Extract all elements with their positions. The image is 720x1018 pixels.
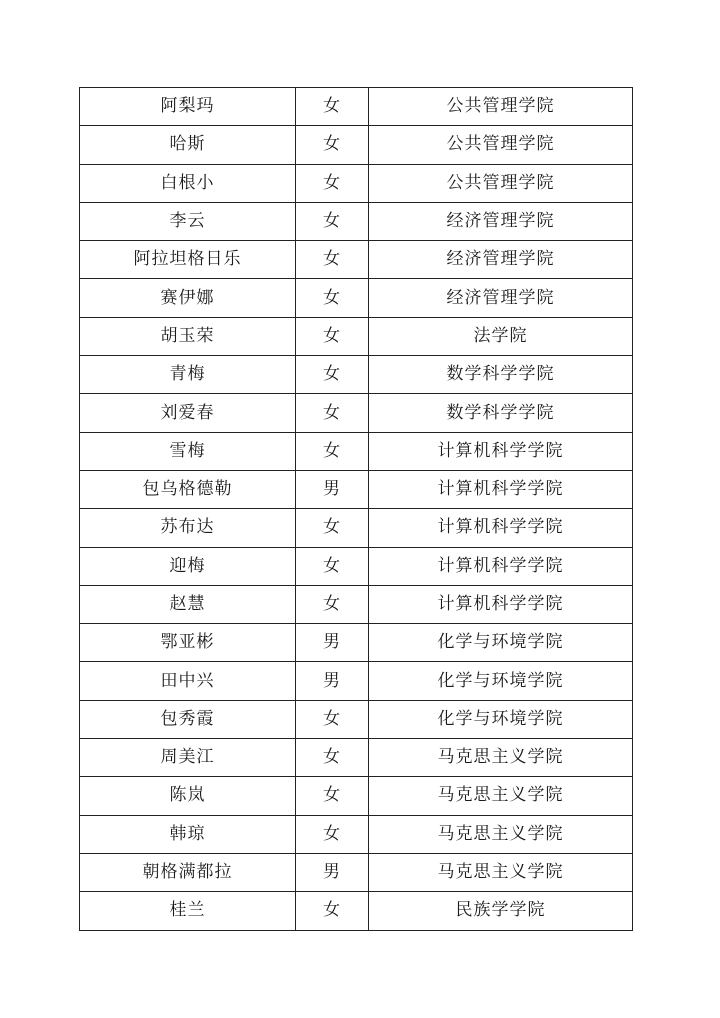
name-cell: 陈岚: [80, 777, 296, 815]
college-cell: 公共管理学院: [369, 88, 633, 126]
table-row: [80, 624, 633, 662]
college-cell: 化学与环境学院: [369, 624, 633, 662]
college-cell: 公共管理学院: [369, 126, 633, 164]
gender-cell: 女: [296, 88, 369, 126]
gender-cell: 女: [296, 164, 369, 202]
roster-table: [79, 87, 633, 931]
gender-cell: 女: [296, 394, 369, 432]
table-row: [80, 394, 633, 432]
college-cell: 计算机科学学院: [369, 470, 633, 508]
name-cell: 包乌格德勒: [80, 470, 296, 508]
college-cell: 数学科学学院: [369, 394, 633, 432]
gender-cell: 男: [296, 853, 369, 891]
table-row: [80, 777, 633, 815]
college-cell: 计算机科学学院: [369, 432, 633, 470]
name-cell: 李云: [80, 202, 296, 240]
gender-cell: 女: [296, 739, 369, 777]
name-cell: 迎梅: [80, 547, 296, 585]
table-row: [80, 585, 633, 623]
name-cell: 韩琼: [80, 815, 296, 853]
college-cell: 数学科学学院: [369, 356, 633, 394]
name-cell: 鄂亚彬: [80, 624, 296, 662]
name-cell: 阿梨玛: [80, 88, 296, 126]
gender-cell: 女: [296, 432, 369, 470]
table-row: [80, 432, 633, 470]
college-cell: 经济管理学院: [369, 202, 633, 240]
gender-cell: 男: [296, 624, 369, 662]
college-cell: 化学与环境学院: [369, 662, 633, 700]
table-row: [80, 739, 633, 777]
table-row: [80, 279, 633, 317]
table-row: [80, 662, 633, 700]
table-row: [80, 509, 633, 547]
college-cell: 公共管理学院: [369, 164, 633, 202]
gender-cell: 女: [296, 585, 369, 623]
table-row: [80, 202, 633, 240]
table-row: [80, 547, 633, 585]
table-row: [80, 470, 633, 508]
name-cell: 包秀霞: [80, 700, 296, 738]
gender-cell: 女: [296, 547, 369, 585]
college-cell: 马克思主义学院: [369, 815, 633, 853]
college-cell: 经济管理学院: [369, 241, 633, 279]
gender-cell: 男: [296, 662, 369, 700]
table-row: [80, 88, 633, 126]
table-row: [80, 164, 633, 202]
name-cell: 胡玉荣: [80, 317, 296, 355]
gender-cell: 女: [296, 241, 369, 279]
table-row: [80, 892, 633, 930]
gender-cell: 女: [296, 700, 369, 738]
gender-cell: 女: [296, 509, 369, 547]
gender-cell: 男: [296, 470, 369, 508]
table-row: [80, 126, 633, 164]
name-cell: 刘爱春: [80, 394, 296, 432]
table-row: [80, 317, 633, 355]
name-cell: 朝格满都拉: [80, 853, 296, 891]
college-cell: 马克思主义学院: [369, 739, 633, 777]
college-cell: 经济管理学院: [369, 279, 633, 317]
college-cell: 马克思主义学院: [369, 777, 633, 815]
name-cell: 青梅: [80, 356, 296, 394]
name-cell: 赛伊娜: [80, 279, 296, 317]
gender-cell: 女: [296, 202, 369, 240]
gender-cell: 女: [296, 892, 369, 930]
college-cell: 民族学学院: [369, 892, 633, 930]
name-cell: 周美江: [80, 739, 296, 777]
college-cell: 化学与环境学院: [369, 700, 633, 738]
name-cell: 桂兰: [80, 892, 296, 930]
college-cell: 马克思主义学院: [369, 853, 633, 891]
gender-cell: 女: [296, 317, 369, 355]
table-row: [80, 356, 633, 394]
gender-cell: 女: [296, 777, 369, 815]
name-cell: 哈斯: [80, 126, 296, 164]
gender-cell: 女: [296, 279, 369, 317]
table-row: [80, 700, 633, 738]
table-row: [80, 815, 633, 853]
college-cell: 计算机科学学院: [369, 509, 633, 547]
table-row: [80, 853, 633, 891]
table-row: [80, 241, 633, 279]
name-cell: 白根小: [80, 164, 296, 202]
name-cell: 阿拉坦格日乐: [80, 241, 296, 279]
name-cell: 赵慧: [80, 585, 296, 623]
college-cell: 计算机科学学院: [369, 585, 633, 623]
name-cell: 雪梅: [80, 432, 296, 470]
name-cell: 苏布达: [80, 509, 296, 547]
college-cell: 计算机科学学院: [369, 547, 633, 585]
gender-cell: 女: [296, 356, 369, 394]
college-cell: 法学院: [369, 317, 633, 355]
roster-table-body: [80, 88, 633, 931]
name-cell: 田中兴: [80, 662, 296, 700]
gender-cell: 女: [296, 815, 369, 853]
gender-cell: 女: [296, 126, 369, 164]
